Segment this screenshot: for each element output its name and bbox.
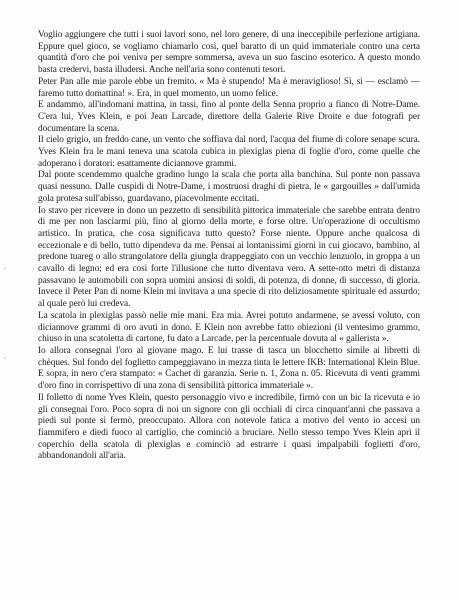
paragraph-5: Dal ponte scendemmo qualche gradino lungo la scala che porta alla banchina. Sul ponte non passava quasi nessuno. Dalle cuspidi di Notre-Dame, i mostruosi draghi di pietra, le « gargouilles » dall'umida gola protesa sull'abisso, guardavano, piacevolmente eccitati. — [38, 170, 420, 204]
paragraph-7: La scatola in plexiglas passò nelle mie mani. Era mia. Avrei potuto andarmene, se avessi voluto, con diciannove grammi di oro avuti in dono. E Klein non avrebbe fatto obiezioni (il ventesimo grammo, chiuso in una scatoletta di cartone, fu dato a Larcade, per la percentuale dovuta al « gallerista ». — [38, 310, 420, 345]
document-body — [38, 30, 420, 463]
paragraph-6: Io stavo per ricevere in dono un pezzetto di sensibilità pittorica immateriale che sarebbe entrata dentro di me per non lasciarmi più, fino al giorno della morte, e forse oltre. Un'operazione di occultismo artistico. In pratica, che cosa significava tutto questo? Forse niente. Oppure anche qualcosa di eccezionale e di bello, tutto dipendeva da me. Pensai ai lontanissimi giorni in cui giocavo, bambino, al predone tuareg o allo strangolatore della giungla drappeggiato con un vecchio lenzuolo, in groppa a un cavallo di legno; ed era così forte l'illusione che tutto diventava vero. A sette-otto metri di distanza passavano le automobili con sopra uomini ansiosi di soldi, di potenza, di donne, di successo, di gloria. Invece il Peter Pan di nome Klein mi invitava a una specie di rito deliziosamente spirituale ed assurdo; al quale però lui credeva. — [38, 205, 420, 310]
paragraph-2: Peter Pan alle mie parole ebbe un fremito. « Ma è stupendo! Ma è meraviglioso! Sì, sì — esclamò — faremo tutto domattina! ». Era, in quel momento, un uomo felice. — [38, 76, 420, 99]
paragraph-9: Il folletto di nome Yves Klein, questo personaggio vivo e incredibile, firmò con un bic la ricevuta e io gli consegnai l'oro. Poco sopra di noi un signore con gli occhiali di circa cinquant'anni che passava a piedi sul ponte si fermò, preoccupato. Allora con notevole fatica a motivo del vento io accesi un fiammifero e diedi fuoco al cartiglio, che cominciò a bruciare. Nello stesso tempo Yves Klein aprì il coperchio della scatola di plexiglas e cominciò ad estrarre i quasi impalpabili foglietti d'oro, abbandonandoli all'aria. — [38, 392, 420, 462]
paragraph-1: Voglio aggiungere che tutti i suoi lavori sono, nel loro genere, di una ineccepibile perfezione artigiana. Eppure quel gioco, se vogliamo chiamarlo così, quel baratto di un quid immateriale contro una certa quantità d'oro che poi veniva per sempre sommersa, aveva un suo fascino esoterico. A questo mondo basta credervi, basta illudersi. Anche nell'aria sono contenuti tesori. — [38, 30, 420, 76]
margin-mark: › — [4, 266, 6, 272]
margin-mark: › — [4, 356, 6, 362]
paragraph-8: Io allora consegnai l'oro al giovane mago. E lui trasse di tasca un blocchetto simile ai libretti di chèques. Sul fondo del foglietto campeggiavano in mezza tinta le lettere IKB: International Klein Blue. E sopra, in nero c'era stampato: « Cachet di garanzia. Serie n. 1, Zona n. 05. Ricevuta di venti grammi d'oro fino in corrispettivo di una zona di sensibilità pittorica immateriale ». — [38, 345, 420, 392]
paragraph-3: E andammo, all'indomani mattina, in tassì, fino al ponte della Senna proprio a fianco di Notre-Dame. C'era lui, Yves Klein, e poi Jean Larcade, direttore della Galerie Rive Droite e due fotografi per documentare la scena. — [38, 100, 420, 134]
paragraph-4: Il cielo grigio, un freddo cane, un vento che soffiava dal nord, l'acqua del fiume di colore senape scura. Yves Klein fra le mani teneva una scatola cubica in plexiglas piena di foglie d'oro, come quelle che adoperano i doratori: esattamente diciannove grammi. — [38, 135, 420, 169]
